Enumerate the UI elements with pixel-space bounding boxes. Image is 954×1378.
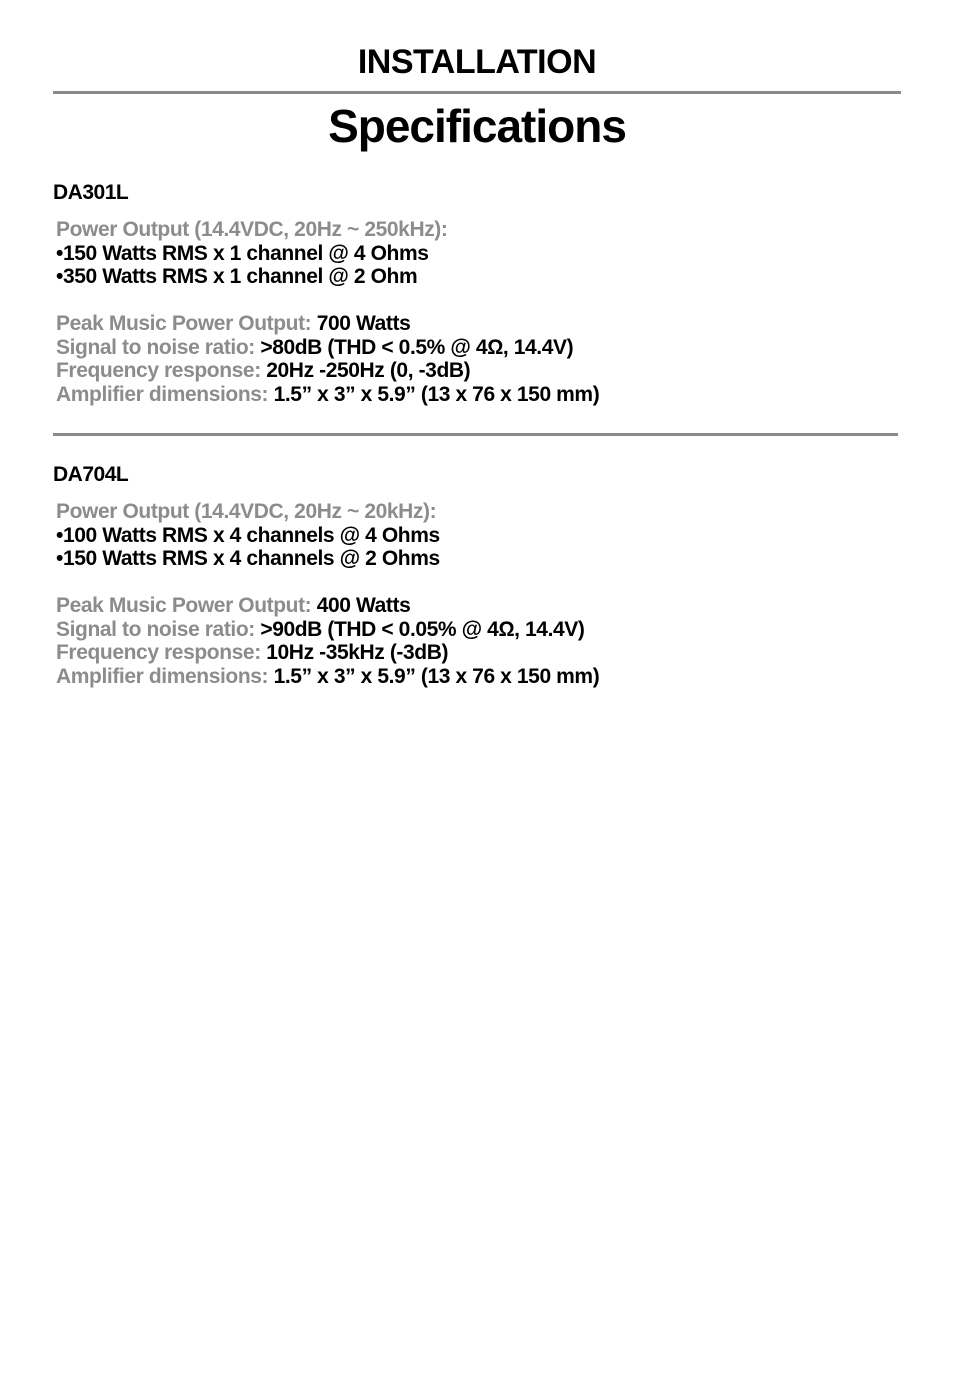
power-line: •350 Watts RMS x 1 channel @ 2 Ohm (56, 265, 418, 289)
power-line: •150 Watts RMS x 1 channel @ 4 Ohms (56, 241, 429, 265)
power-line: •100 Watts RMS x 4 channels @ 4 Ohms (56, 523, 440, 547)
spec-block-da301l (56, 218, 916, 407)
spec-block-da704l (56, 500, 916, 689)
spec-row-peak-power (56, 312, 916, 336)
page-title: Specifications (328, 100, 626, 152)
spec-value: 10Hz -35kHz (-3dB) (266, 641, 449, 665)
top-divider (53, 91, 901, 94)
spec-row-dimensions (56, 383, 916, 407)
spec-row-snr (56, 336, 916, 360)
spec-row-frequency (56, 641, 916, 665)
section-heading: INSTALLATION (357, 43, 597, 81)
spec-value: >80dB (THD < 0.5% @ 4Ω, 14.4V) (260, 335, 574, 359)
spec-row-peak-power (56, 594, 916, 618)
spec-value: >90dB (THD < 0.05% @ 4Ω, 14.4V) (260, 617, 585, 641)
spec-label: Amplifier dimensions: (56, 382, 269, 406)
spec-row-snr (56, 618, 916, 642)
spec-label: Amplifier dimensions: (56, 664, 269, 688)
power-output-label: Power Output (14.4VDC, 20Hz ~ 20kHz): (56, 500, 437, 523)
spec-label: Peak Music Power Output: (56, 312, 312, 336)
model-name-da704l: DA704L (53, 463, 129, 486)
spec-label: Peak Music Power Output: (56, 594, 312, 618)
spec-value: 1.5” x 3” x 5.9” (13 x 76 x 150 mm) (273, 664, 600, 688)
spec-label: Frequency response: (56, 641, 261, 665)
spec-label: Signal to noise ratio: (56, 617, 255, 641)
power-output-label: Power Output (14.4VDC, 20Hz ~ 250kHz): (56, 218, 448, 241)
spec-value: 20Hz -250Hz (0, -3dB) (266, 359, 471, 383)
model-name-da301l: DA301L (53, 181, 129, 204)
spacer (56, 289, 916, 312)
spec-row-dimensions (56, 665, 916, 689)
power-line: •150 Watts RMS x 4 channels @ 2 Ohms (56, 547, 440, 571)
spec-label: Frequency response: (56, 359, 261, 383)
section-divider (53, 433, 898, 436)
spec-label: Signal to noise ratio: (56, 335, 255, 359)
spec-row-frequency (56, 359, 916, 383)
spec-value: 1.5” x 3” x 5.9” (13 x 76 x 150 mm) (273, 382, 600, 406)
spec-value: 700 Watts (316, 312, 411, 336)
spacer (56, 571, 916, 594)
spec-value: 400 Watts (316, 594, 411, 618)
